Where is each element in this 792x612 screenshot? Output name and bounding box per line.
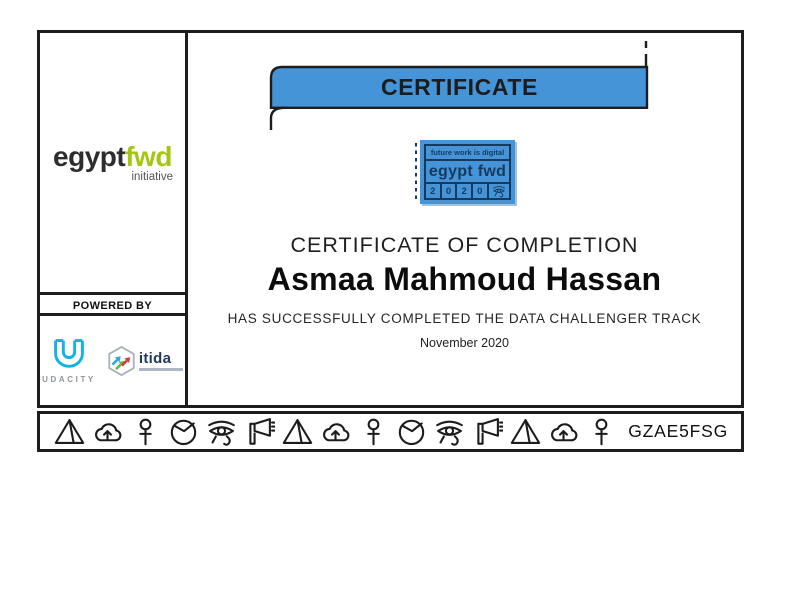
udacity-logo [42,338,96,384]
udacity-wordmark: UDACITY [42,374,96,384]
itida-text-block [139,351,183,371]
megaphone-icon [472,416,503,447]
certificate-body [188,233,741,350]
verification-code: GZAE5FSG [628,421,728,441]
stamp-title: egypt fwd [426,161,509,184]
recipient-name: Asmaa Mahmoud Hassan [267,261,662,297]
brand-initiative-text: initiative [131,171,173,183]
stamp-tagline: future work is digital [426,146,509,161]
pyramid-icon [510,416,541,447]
itida-tagline [139,368,183,371]
itida-wordmark: itida [138,349,172,367]
partner-logos [40,316,185,405]
ankh-icon [586,416,617,447]
stamp-frame [424,144,511,200]
ribbon-title: CERTIFICATE [381,74,538,100]
stamp-year-row [426,184,509,198]
megaphone-icon [244,416,275,447]
eye-of-horus-icon [206,416,237,447]
itida-hexagon-icon [107,345,136,377]
ankh-icon [358,416,389,447]
pyramid-icon [282,416,313,447]
brand-fwd-text: fwd [125,141,172,172]
itida-logo [107,345,183,377]
stamp-eye-cell [489,184,509,198]
eye-of-horus-icon [434,416,465,447]
stamp-year-digit: 2 [426,184,442,198]
completion-date: November 2020 [420,336,509,350]
pie-chart-icon [168,416,199,447]
cloud-upload-icon [548,416,579,447]
completion-heading: CERTIFICATE OF COMPLETION [290,233,639,257]
egyptfwd-stamp [413,140,515,204]
sidebar [40,33,188,405]
footer-icon-row [54,416,617,447]
stamp-year-digit: 0 [473,184,489,198]
ankh-icon [130,416,161,447]
stamp-year-digit: 0 [442,184,458,198]
certificate-ribbon [265,33,655,133]
eye-of-horus-icon [490,184,508,198]
stamp-body [420,140,515,204]
udacity-u-icon [50,338,88,371]
footer-strip [37,411,744,452]
stamp-year-digit: 2 [457,184,473,198]
stamp-perforation [415,143,417,201]
egyptfwd-logo [40,143,185,184]
brand-egypt-text: egypt [53,141,126,172]
cloud-upload-icon [320,416,351,447]
pyramid-icon [54,416,85,447]
cloud-upload-icon [92,416,123,447]
certificate-frame [37,30,744,408]
pie-chart-icon [396,416,427,447]
powered-by-label: POWERED BY [40,292,185,316]
completion-statement: HAS SUCCESSFULLY COMPLETED THE DATA CHALLENGER TRACK [227,311,702,326]
brand-wordmark [40,143,185,171]
